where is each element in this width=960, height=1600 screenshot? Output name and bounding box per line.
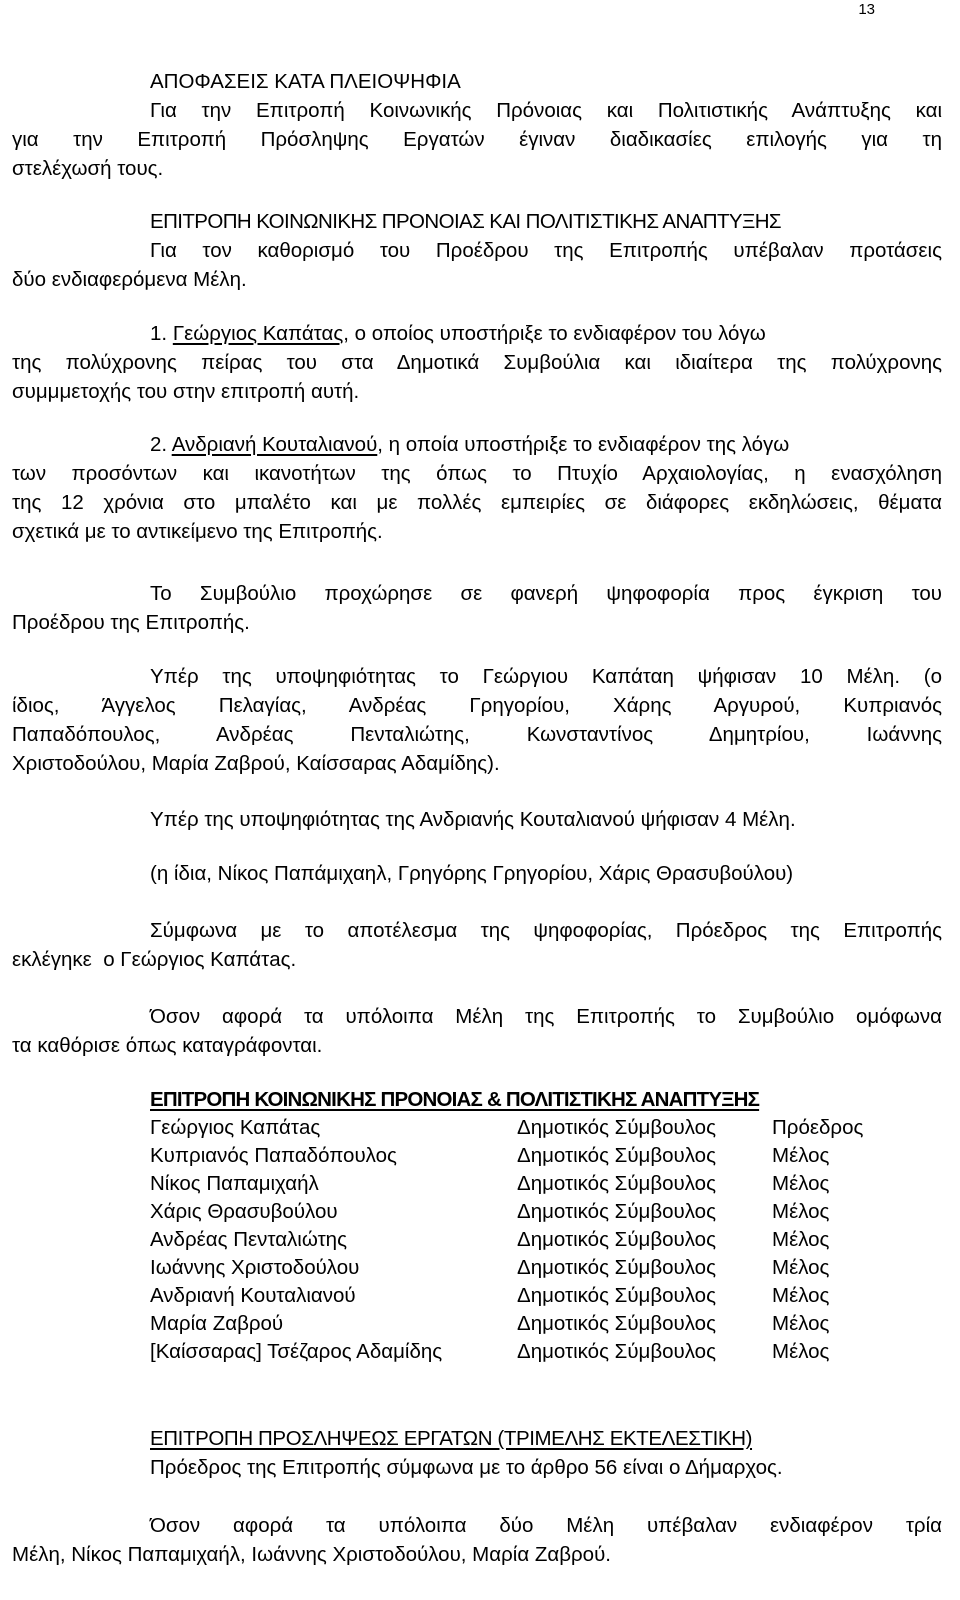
member-name: Γεώργιος Καπάτaς [150, 1116, 321, 1139]
votes1-line-3: Παπαδόπουλος, Ανδρέας Πενταλιώτης, Κωνσταντίνος Δημητρίου, Ιωάννης [12, 723, 942, 746]
candidate1-line1-rest: , ο οποίος υποστήριξε το ενδιαφέρον του λόγω [343, 322, 766, 345]
member-position: Μέλος [772, 1256, 830, 1279]
result-line-1: Σύμφωνα με το αποτέλεσμα της ψηφοφορίας, Πρόεδρος της Επιτροπής [150, 919, 942, 942]
member-role: Δημοτικός Σύμβουλος [517, 1284, 716, 1307]
candidate2-line-4: σχετικά με το αντικείμενο της Επιτροπής. [12, 520, 383, 543]
member-role: Δημοτικός Σύμβουλος [517, 1228, 716, 1251]
committee2-heading: ΕΠΙΤΡΟΠΗ ΠΡΟΣΛΗΨΕΩΣ ΕΡΓΑΤΩΝ (ΤΡΙΜΕΛΗΣ ΕΚΤΕΛΕΣΤΙΚΗ) [150, 1427, 753, 1450]
candidate2-number: 2. [150, 433, 168, 456]
decisions-heading: ΑΠΟΦΑΣΕΙΣ ΚΑΤΑ ΠΛΕΙΟΨΗΦΙΑ [150, 70, 461, 93]
intro-line-2: για την Επιτροπή Πρόσληψης Εργατών έγιναν διαδικασίες επιλογής για τη [12, 128, 942, 151]
vote-intro-line-1: Το Συμβούλιο προχώρησε σε φανερή ψηφοφορία προς έγκριση του [150, 582, 942, 605]
result-line-2: εκλέγηκε ο Γεώργιος Καπάτaς. [12, 948, 297, 971]
member-position: Μέλος [772, 1228, 830, 1251]
member-name: Κυπριανός Παπαδόπουλος [150, 1144, 397, 1167]
intro-line-3: στελέχωσή τους. [12, 157, 164, 180]
committee2-chair: Πρόεδρος της Επιτροπής σύμφωνα με το άρθρο 56 είναι ο Δήμαρχος. [150, 1456, 783, 1479]
member-name: Νίκος Παπαμιχαήλ [150, 1172, 319, 1195]
member-position: Μέλος [772, 1144, 830, 1167]
member-position: Μέλος [772, 1340, 830, 1363]
member-position: Μέλος [772, 1312, 830, 1335]
member-name: Ιωάννης Χριστοδούλου [150, 1256, 360, 1279]
remaining-line-2: τα καθόρισε όπως καταγράφονται. [12, 1034, 323, 1057]
committee2-members-line-2: Μέλη, Νίκος Παπαμιχαήλ, Ιωάννης Χριστοδούλου, Μαρία Ζαβρού. [12, 1543, 611, 1566]
member-role: Δημοτικός Σύμβουλος [517, 1144, 716, 1167]
committee1-table-heading: ΕΠΙΤΡΟΠΗ ΚΟΙΝΩΝΙΚΗΣ ΠΡΟΝΟΙΑΣ & ΠΟΛΙΤΙΣΤΙΚΗΣ ΑΝΑΠΤΥΞΗΣ [150, 1088, 760, 1111]
candidate1-line-3: συμμμετοχής του στην επιτροπή αυτή. [12, 380, 360, 403]
candidate1-line-2: της πολύχρονης πείρας του στα Δημοτικά Συμβούλια και ιδιαίτερα της πολύχρονης [12, 351, 942, 374]
votes1-line-1: Υπέρ της υποψηφιότητας το Γεώργιου Καπάταη ψήφισαν 10 Μέλη. (ο [150, 665, 942, 688]
page-number: 13 [858, 1, 875, 18]
member-position: Μέλος [772, 1200, 830, 1223]
member-position: Μέλος [772, 1284, 830, 1307]
member-name: [Καίσσαρας] Τσέζαρος Αδαμίδης [150, 1340, 443, 1363]
candidate1-number: 1. [150, 322, 168, 345]
candidate2-line-1 [150, 431, 789, 459]
member-role: Δημοτικός Σύμβουλος [517, 1340, 716, 1363]
candidate1-line-1 [150, 320, 942, 348]
proposals-line-1: Για τον καθορισμό του Προέδρου της Επιτροπής υπέβαλαν προτάσεις [150, 239, 942, 262]
member-role: Δημοτικός Σύμβουλος [517, 1172, 716, 1195]
candidate2-line1-rest: , η οποία υποστήριξε το ενδιαφέρον της λόγω [377, 433, 790, 456]
member-name: Χάρις Θρασυβούλου [150, 1200, 338, 1223]
intro-line-1: Για την Επιτροπή Κοινωνικής Πρόνοιας και Πολιτιστικής Ανάπτυξης και [150, 99, 942, 122]
member-role: Δημοτικός Σύμβουλος [517, 1312, 716, 1335]
member-name: Μαρία Ζαβρού [150, 1312, 284, 1335]
vote-intro-line-2: Προέδρου της Επιτροπής. [12, 611, 250, 634]
member-role: Δημοτικός Σύμβουλος [517, 1256, 716, 1279]
candidate2-name: Ανδριανή Κουταλιανού [171, 433, 378, 456]
member-name: Ανδριανή Κουταλιανού [150, 1284, 356, 1307]
remaining-line-1: Όσον αφορά τα υπόλοιπα Μέλη της Επιτροπής το Συμβούλιο ομόφωνα [150, 1005, 942, 1028]
member-name: Ανδρέας Πενταλιώτης [150, 1228, 347, 1251]
votes2-names: (η ίδια, Νίκος Παπάμιχαηλ, Γρηγόρης Γρηγορίου, Χάρις Θρασυβούλου) [150, 862, 794, 885]
member-role: Δημοτικός Σύμβουλος [517, 1116, 716, 1139]
candidate2-line-3: της 12 χρόνια στο μπαλέτο και με πολλές εμπειρίες σε διάφορες εκδηλώσεις, θέματα [12, 491, 942, 514]
member-position: Πρόεδρος [772, 1116, 864, 1139]
votes1-line-4: Χριστοδούλου, Μαρία Ζαβρού, Καίσσαρας Αδαμίδης). [12, 752, 500, 775]
candidate2-line-2: των προσόντων και ικανοτήτων της όπως το Πτυχίο Αρχαιολογίας, η ενασχόληση [12, 462, 942, 485]
member-role: Δημοτικός Σύμβουλος [517, 1200, 716, 1223]
member-position: Μέλος [772, 1172, 830, 1195]
votes1-line-2: ίδιος, Άγγελος Πελαγίας, Ανδρέας Γρηγορίου, Χάρης Αργυρού, Κυπριανός [12, 694, 942, 717]
committee2-members-line-1: Όσον αφορά τα υπόλοιπα δύο Μέλη υπέβαλαν ενδιαφέρον τρία [150, 1514, 942, 1537]
proposals-line-2: δύο ενδιαφερόμενα Μέλη. [12, 268, 247, 291]
committee1-heading: ΕΠΙΤΡΟΠΗ ΚΟΙΝΩΝΙΚΗΣ ΠΡΟΝΟΙΑΣ ΚΑΙ ΠΟΛΙΤΙΣΤΙΚΗΣ ΑΝΑΠΤΥΞΗΣ [150, 210, 781, 233]
candidate1-name: Γεώργιος Καπάτας [172, 322, 344, 345]
votes2-line: Υπέρ της υποψηφιότητας της Ανδριανής Κουταλιανού ψήφισαν 4 Μέλη. [150, 808, 796, 831]
